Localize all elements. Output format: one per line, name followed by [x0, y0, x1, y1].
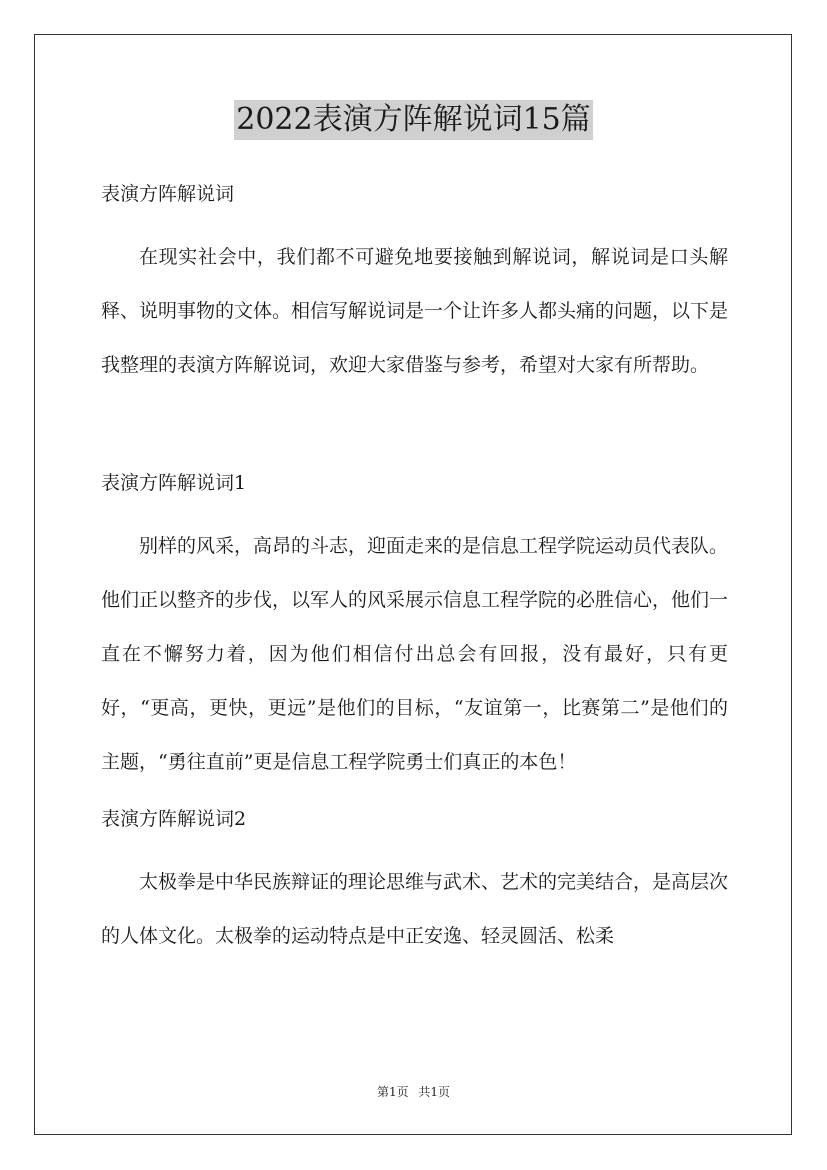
document-title: 2022表演方阵解说词15篇 [234, 100, 593, 140]
section-heading-1: 表演方阵解说词1 [101, 472, 247, 494]
page-footer [0, 1084, 827, 1100]
section-paragraph-2: 太极拳是中华民族辩证的理论思维与武术、艺术的完美结合，是高层次的人体文化。太极拳的运动特点是中正安逸、轻灵圆活、松柔 [101, 871, 729, 947]
document-body [101, 176, 728, 963]
intro-paragraph: 在现实社会中，我们都不可避免地要接触到解说词，解说词是口头解释、说明事物的文体。相信写解说词是一个让许多人都头痛的问题，以下是我整理的表演方阵解说词，欢迎大家借鉴与参考，希望对大家有所帮助。 [101, 246, 729, 376]
section-paragraph-1: 别样的风采，高昂的斗志，迎面走来的是信息工程学院运动员代表队。他们正以整齐的步伐，以军人的风采展示信息工程学院的必胜信心，他们一直在不懈努力着，因为他们相信付出总会有回报，没有最好，只有更好，“更高，更快，更远”是他们的目标，“友谊第一，比赛第二”是他们的主题，“勇往直前”更是信息工程学院勇士们真正的本色！ [101, 535, 729, 773]
intro-heading: 表演方阵解说词 [101, 183, 235, 205]
page-total: 共1页 [418, 1085, 451, 1099]
title-container [0, 100, 827, 140]
section-heading-2: 表演方阵解说词2 [101, 808, 247, 830]
page-number: 第1页 [376, 1085, 409, 1099]
